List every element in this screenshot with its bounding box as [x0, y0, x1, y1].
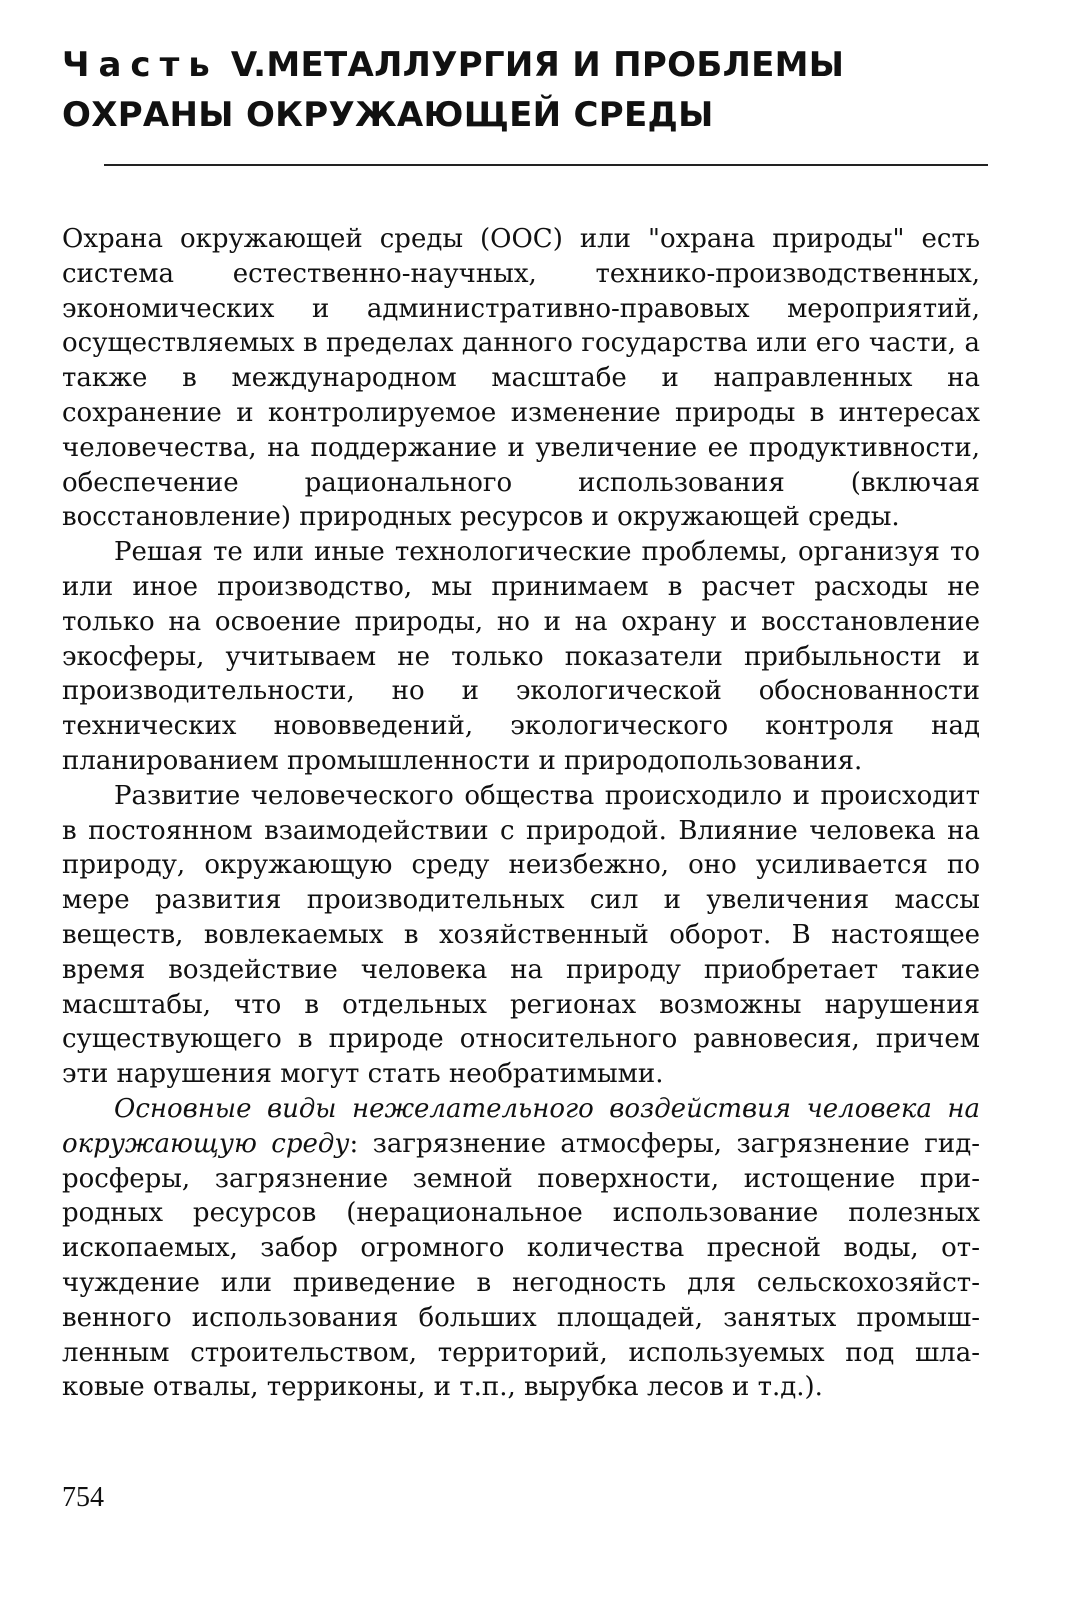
- heading-title-line-2: ОХРАНЫ ОКРУЖАЮЩЕЙ СРЕДЫ: [62, 95, 714, 135]
- paragraph-3: Развитие человеческого общества происходило и происходит в постоянном взаимодействии с природой. Влияние человека на природу, окружающую среду неизбежно, оно усиливается по мере развития производительных сил и увеличения массы веществ, вовлекаемых в хозяйственный оборот. В настоящее время воздействие человека на природу приобретает такие масштабы, что в отдельных регионах возможны нарушения существующего в природе относительного равновесия, причем эти нарушения могут стать необратимыми.: [62, 780, 980, 1090]
- heading-divider: [104, 164, 988, 166]
- paragraph-4-text: : загрязнение атмосферы, загрязнение гидросферы, загрязнение земной поверхности, истощение природных ресурсов (нерациональное использование полезных ископаемых, забор огромного количества пресной воды, отчуждение или приведение в негодность для сельскохозяйственного использования больших площадей, занятых промышленным строительством, территорий, используемых под шлаковые отвалы, терриконы, и т.п., вырубка лесов и т.д.).: [62, 1128, 980, 1403]
- paragraph-1: Охрана окружающей среды (ООС) или "охрана природы" есть система естественно-научных, технико-производственных, экономических и административно-правовых мероприятий, осуществляемых в пределах данного государства или его части, а также в международном масштабе и направленных на сохранение и контролируемое изменение природы в интересах человечества, на поддержание и увеличение ее продуктивности, обеспечение рационального использования (включая восстановление) природных ресурсов и окружающей среды.: [62, 224, 980, 533]
- heading-line-1: [62, 40, 1002, 90]
- page-number: 754: [62, 1482, 104, 1513]
- paragraph-4-italic-lead: Основные виды нежелательного воздействия человека на окружающую среду: [62, 1093, 980, 1159]
- chapter-heading: [62, 40, 1002, 140]
- body-text: [62, 222, 980, 1405]
- part-number: V.: [230, 45, 267, 85]
- part-label: Часть: [62, 45, 219, 85]
- heading-title-line-1: МЕТАЛЛУРГИЯ И ПРОБЛЕМЫ: [266, 45, 845, 85]
- paragraph-2: Решая те или иные технологические проблемы, организуя то или иное производство, мы принимаем в расчет расходы не только на освоение природы, но и на охрану и восстановление экосферы, учитываем не только показатели прибыльности и производительности, но и экологической обоснованности технических нововведений, экологического контроля над планированием промышленности и природопользования.: [62, 537, 980, 776]
- paragraph-4: [62, 1092, 980, 1405]
